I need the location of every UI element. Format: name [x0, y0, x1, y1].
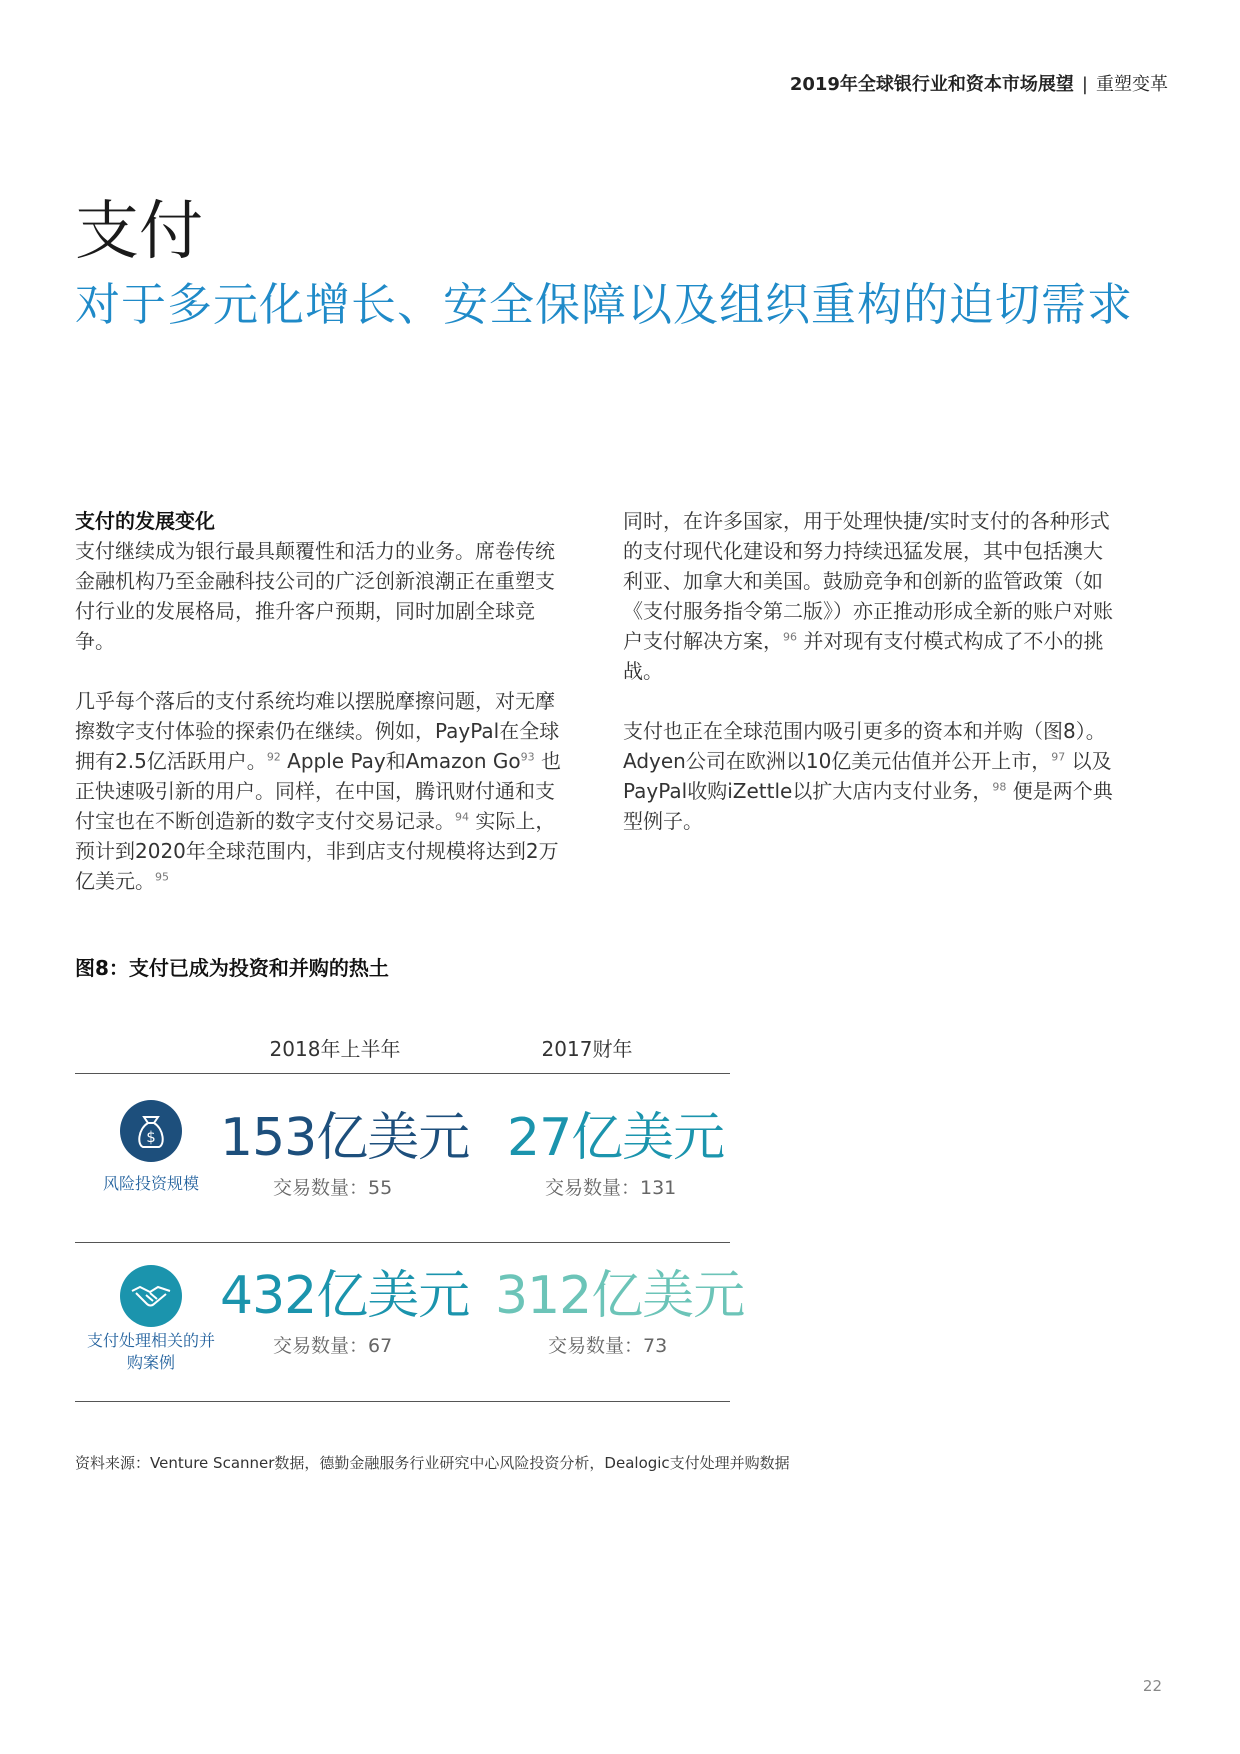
count-vc-h1-2018: 交易数量：55: [273, 1177, 393, 1199]
row-label-line: 支付处理相关的并: [86, 1331, 215, 1350]
column-header-fy2017: 2017财年: [541, 1037, 633, 1061]
text-run: Apple Pay和Amazon Go: [280, 749, 521, 773]
value-ma-fy2017: 312亿美元: [495, 1266, 745, 1326]
value-vc-fy2017: 27亿美元: [507, 1108, 725, 1168]
text-run: 几乎每个落后的支付系统均难以摆脱摩擦问题，对无摩擦数字支付体验的探索仍在继续。例如，PayPal在全球拥有2.5亿活跃用户。: [75, 689, 560, 773]
value-vc-h1-2018: 153亿美元: [220, 1108, 470, 1168]
divider: [75, 1401, 730, 1402]
row-label-line: 购案例: [126, 1353, 175, 1372]
row-label-vc: 风险投资规模: [102, 1174, 199, 1193]
count-ma-h1-2018: 交易数量：67: [273, 1335, 393, 1357]
header-separator: |: [1081, 74, 1088, 95]
footnote-ref[interactable]: 92: [266, 750, 281, 764]
page-number: 22: [1142, 1677, 1162, 1695]
handshake-icon: [120, 1265, 182, 1327]
source-note: 资料来源：Venture Scanner数据，德勤金融服务行业研究中心风险投资分析，Dealogic支付处理并购数据: [75, 1454, 790, 1472]
figure-title: 图8：支付已成为投资和并购的热土: [75, 956, 389, 980]
money-bag-icon: [120, 1100, 182, 1162]
footnote-ref[interactable]: 98: [992, 780, 1007, 794]
footnote-ref[interactable]: 97: [1051, 750, 1066, 764]
text-run: 同时，在许多国家，用于处理快捷/实时支付的各种形式的支付现代化建设和努力持续迅猛发展，其中包括澳大利亚、加拿大和美国。鼓励竞争和创新的监管政策（如《支付服务指令第二版》）亦正推动形成全新的账户对账户支付解决方案，: [623, 509, 1113, 653]
divider: [75, 1073, 730, 1074]
footnote-ref[interactable]: 93: [520, 750, 535, 764]
report-title: 2019年全球银行业和资本市场展望: [789, 74, 1074, 95]
footnote-ref[interactable]: 95: [155, 870, 169, 884]
section-subtitle: 对于多元化增长、安全保障以及组织重构的迫切需求: [75, 278, 1134, 331]
section-tag: 重塑变革: [1096, 74, 1168, 95]
divider: [75, 1242, 730, 1243]
paragraph: [623, 716, 1118, 836]
body-column-left: [75, 506, 570, 926]
count-ma-fy2017: 交易数量：73: [548, 1335, 668, 1357]
body-column-right: [623, 506, 1118, 866]
section-title: 支付: [75, 195, 203, 269]
svg-text:$: $: [146, 1128, 156, 1146]
running-header: [790, 70, 1168, 96]
text-run: 便是两个典型例子。: [623, 779, 1113, 833]
paragraph: [623, 506, 1118, 686]
count-vc-fy2017: 交易数量：131: [545, 1177, 677, 1199]
value-ma-h1-2018: 432亿美元: [220, 1266, 470, 1326]
subheading: 支付的发展变化: [75, 509, 215, 533]
paragraph: 支付继续成为银行最具颠覆性和活力的业务。席卷传统金融机构乃至金融科技公司的广泛创新浪潮正在重塑支付行业的发展格局，推升客户预期，同时加剧全球竞争。: [75, 539, 555, 653]
figure-8: [75, 1025, 745, 1395]
row-label-ma: [75, 1330, 227, 1374]
footnote-ref[interactable]: 96: [783, 630, 797, 644]
text-run: 也正快速吸引新的用户。同样，在中国，腾讯财付通和支付宝也在不断创造新的数字支付交易记录。: [75, 749, 561, 833]
text-run: 以及PayPal收购iZettle以扩大店内支付业务，: [623, 749, 1112, 803]
text-run: 支付也正在全球范围内吸引更多的资本和并购（图8）。Adyen公司在欧洲以10亿美元估值并公开上市，: [623, 719, 1106, 773]
text-run: 并对现有支付模式构成了不小的挑战。: [623, 629, 1104, 683]
text-run: 实际上，预计到2020年全球范围内，非到店支付规模将达到2万亿美元。: [75, 809, 559, 893]
paragraph: [75, 686, 570, 896]
footnote-ref[interactable]: 94: [455, 810, 469, 824]
column-header-h1-2018: 2018年上半年: [269, 1037, 401, 1061]
